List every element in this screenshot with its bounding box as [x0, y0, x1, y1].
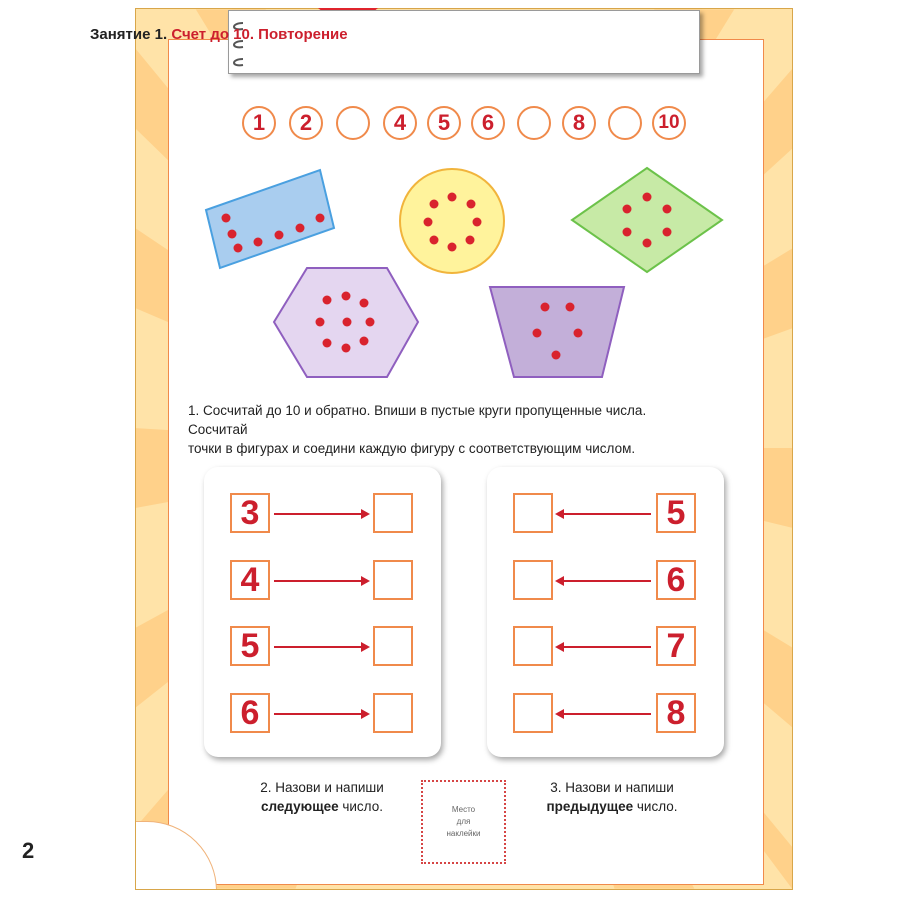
task-1-line-1: 1. Сосчитай до 10 и обратно. Впиши в пустые круги пропущенные числа. Сосчитай — [188, 403, 647, 437]
answer-box[interactable] — [373, 693, 413, 733]
arrow-left-icon — [557, 580, 651, 582]
answer-box[interactable] — [373, 560, 413, 600]
sticker-line-3: наклейки — [446, 829, 481, 838]
arrow-right-icon — [274, 513, 368, 515]
number-circle-empty[interactable] — [336, 106, 370, 140]
next-number-panel — [204, 467, 441, 757]
number-circles-row — [242, 106, 697, 142]
task-1-line-2: точки в фигурах и соедини каждую фигуру с соответствующим числом. — [188, 441, 636, 456]
given-number-box: 5 — [656, 493, 696, 533]
number-circle: 8 — [562, 106, 596, 140]
number-circle-empty[interactable] — [608, 106, 642, 140]
task-2-caption — [222, 778, 422, 816]
rectangle-shape[interactable] — [206, 170, 334, 268]
answer-box[interactable] — [373, 493, 413, 533]
task-2-line-2 — [222, 797, 422, 816]
rhombus-shape[interactable] — [572, 168, 722, 272]
given-number-box: 7 — [656, 626, 696, 666]
given-number-box: 6 — [656, 560, 696, 600]
task-3-rest: число. — [633, 799, 678, 814]
trapezoid-shape[interactable] — [490, 287, 624, 377]
sticker-line-2: для — [456, 817, 471, 826]
number-circle: 4 — [383, 106, 417, 140]
given-number-box: 6 — [230, 693, 270, 733]
given-number-box: 3 — [230, 493, 270, 533]
task-3-caption — [512, 778, 712, 816]
lesson-title: Счет до 10. Повторение — [171, 26, 348, 43]
arrow-right-icon — [274, 646, 368, 648]
answer-box[interactable] — [373, 626, 413, 666]
answer-box[interactable] — [513, 626, 553, 666]
sticker-line-1: Место — [451, 805, 476, 814]
given-number-box: 4 — [230, 560, 270, 600]
number-circle: 6 — [471, 106, 505, 140]
arrow-right-icon — [274, 580, 368, 582]
number-circle: 1 — [242, 106, 276, 140]
circle-shape[interactable] — [400, 169, 504, 273]
arrow-left-icon — [557, 713, 651, 715]
arrow-left-icon — [557, 513, 651, 515]
sticker-placeholder[interactable] — [421, 780, 506, 864]
number-circle-empty[interactable] — [517, 106, 551, 140]
number-circle: 2 — [289, 106, 323, 140]
task-3-bold-word: предыдущее — [546, 799, 634, 814]
given-number-box: 5 — [230, 626, 270, 666]
lesson-label: Занятие 1. — [90, 26, 168, 43]
number-circle: 10 — [652, 106, 686, 140]
task-2-bold-word: следующее — [261, 799, 339, 814]
arrow-left-icon — [557, 646, 651, 648]
task-3-line-1: 3. Назови и напиши — [550, 780, 674, 795]
hexagon-shape[interactable] — [274, 268, 418, 377]
number-circle: 5 — [427, 106, 461, 140]
page-title — [90, 26, 348, 43]
answer-box[interactable] — [513, 693, 553, 733]
given-number-box: 8 — [656, 693, 696, 733]
previous-number-panel — [487, 467, 724, 757]
dot-shapes — [200, 160, 730, 390]
page-number: 2 — [22, 838, 35, 863]
answer-box[interactable] — [513, 493, 553, 533]
answer-box[interactable] — [513, 560, 553, 600]
arrow-right-icon — [274, 713, 368, 715]
task-2-rest: число. — [338, 799, 383, 814]
task-1-instruction — [188, 401, 708, 458]
task-2-line-1: 2. Назови и напиши — [260, 780, 384, 795]
task-3-line-2 — [512, 797, 712, 816]
